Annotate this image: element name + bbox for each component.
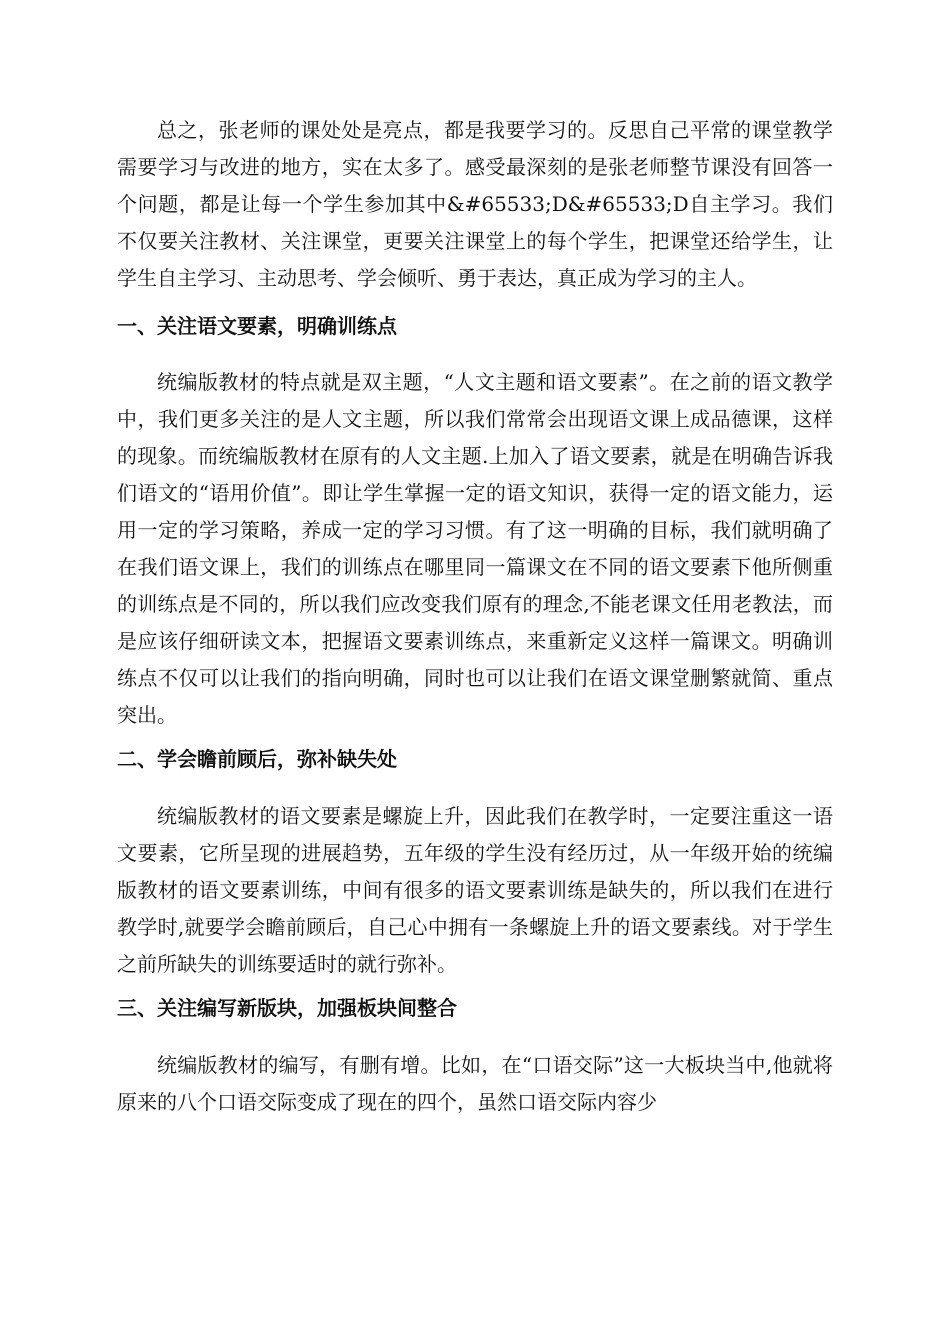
section-heading-1: 一、关注语文要素，明确训练点 <box>117 314 397 338</box>
document-page <box>117 112 833 1121</box>
section-heading-2: 二、学会瞻前顾后，弥补缺失处 <box>117 747 397 771</box>
section-heading-3: 三、关注编写新版块，加强板块间整合 <box>117 996 457 1020</box>
paragraph-section-1: 统编版教材的特点就是双主题，“人文主题和语文要素”。在之前的语文教学中，我们更多关注的是人文主题，所以我们常常会出现语文课上成品德课，这样的现象。而统编版教材在原有的人文主题.上加入了语文要素，就是在明确告诉我们语文的“语用价值”。即让学生掌握一定的语文知识，获得一定的语文能力，运用一定的学习策略，养成一定的学习习惯。有了这一明确的目标，我们就明确了在我们语文课上，我们的训练点在哪里同一篇课文在不同的语文要素下他所侧重的训练点是不同的，所以我们应改变我们原有的理念,不能老课文任用老教法，而是应该仔细研读文本，把握语文要素训练点，来重新定义这样一篇课文。明确训练点不仅可以让我们的指向明确，同时也可以让我们在语文课堂删繁就简、重点突出。 <box>117 370 833 727</box>
paragraph-section-2: 统编版教材的语文要素是螺旋上升，因此我们在教学时，一定要注重这一语文要素，它所呈现的进展趋势，五年级的学生没有经历过，从一年级开始的统编版教材的语文要素训练，中间有很多的语文要素训练是缺失的，所以我们在进行教学时,就要学会瞻前顾后，自己心中拥有一条螺旋上升的语文要素线。对于学生之前所缺失的训练要适时的就行弥补。 <box>117 804 833 976</box>
paragraph-summary: 总之，张老师的课处处是亮点，都是我要学习的。反思自己平常的课堂教学需要学习与改进的地方，实在太多了。感受最深刻的是张老师整节课没有回答一个问题，都是让每一个学生参加其中&#65533;D&#65533;D自主学习。我们不仅要关注教材、关注课堂，更要关注课堂上的每个学生，把课堂还给学生，让学生自主学习、主动思考、学会倾听、勇于表达，真正成为学习的主人。 <box>117 118 833 290</box>
paragraph-section-3: 统编版教材的编写，有删有增。比如，在“口语交际”这一大板块当中,他就将原来的八个口语交际变成了现在的四个，虽然口语交际内容少 <box>117 1053 833 1114</box>
